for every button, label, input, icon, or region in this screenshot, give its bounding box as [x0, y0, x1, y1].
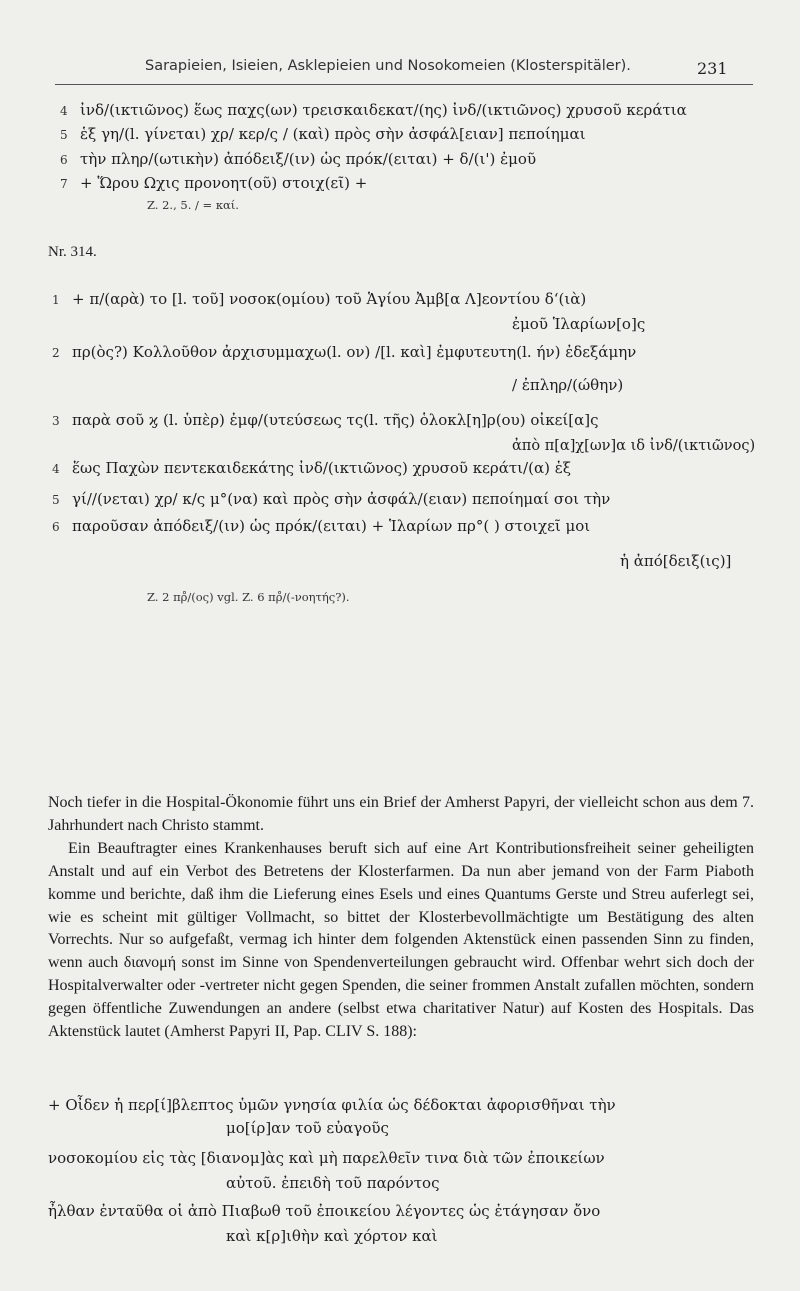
greek-line: ἰνδ/(ικτιῶνος) ἕως παχ̣ς(ων) τρεισκαιδεκατ/(ης) ἰνδ/(ικτιῶνος) χρυσοῦ κεράτια: [80, 101, 687, 119]
line-number: 7: [60, 177, 68, 191]
greek-line: νοσοκομίου εἰς τὰς [διανομ]ὰς καὶ μὴ παρελθεῖν τινα διὰ τῶν ἐποικείων: [48, 1149, 605, 1167]
line-number: 6: [52, 520, 60, 534]
greek-line: γί//(νεται) χρ/ κ/ς μ°(να) καὶ πρὸς σὴν ἀσφάλ/(ειαν) πεποίημαί σοι τὴν: [72, 490, 611, 508]
paragraph: Ein Beauftragter eines Krankenhauses beruft sich auf eine Art Kontributionsfreiheit seiner geheiligten Anstalt und auf ein Verbot des Betretens der Klosterfarmen. Da nun aber jemand von der Farm Piaboth komme und berichte, daß ihm die Lieferung eines Esels und eines Quantums Gerste und Streu auferlegt sei, wie es scheint mit gültiger Vollmacht, so bittet der Klosterbevollmächtigte um Bestätigung des alten Vorrechts. Nur so aufgefaßt, vermag ich hinter dem folgenden Aktenstück einen passenden Sinn zu finden, wenn auch διανομή sonst im Sinne von Spendenverteilungen gebraucht wird. Offenbar wehrt sich doch der Hospitalverwalter oder -vertreter nicht gegen Spenden, die seiner frommen Anstalt zufallen möchten, sondern gegen öffentliche Zuwendungen an andere (selbst etwa charitativer Natur) auf Kosten des Hospitals. Das Aktenstück lautet (Amherst Papyri II, Pap. CLIV S. 188):: [48, 839, 754, 1041]
greek-line: ἡ ἀπό[δειξ(ις)]: [620, 552, 732, 570]
greek-line: ἕως Παχὼν πεντεκαιδεκάτης ἰνδ/(ικτιῶνος) χρυσοῦ κεράτι/(α) ἑξ: [72, 459, 572, 477]
line-number: 3: [52, 414, 60, 428]
line-number: 4: [60, 104, 68, 118]
header-rule: [55, 84, 753, 85]
line-number: 5: [60, 128, 68, 142]
greek-line: παρὰ σοῦ ϗ (l. ὑπὲρ) ἐμφ/(υτεύσεως τς(l. τῆς) ὁλοκλ[η]ρ(ου) οἰκεί[α]ς: [72, 411, 599, 429]
running-title: Sarapieien, Isieien, Asklepieien und Nosokomeien (Klosterspitäler).: [145, 58, 631, 74]
page-number: 231: [697, 59, 728, 78]
apparatus-note: Z. 2 πρ̊/(ος) vgl. Z. 6 πρ̊/(-νοητής?).: [147, 590, 350, 604]
greek-line: ἐμοῦ Ἱλαρίων[ο]ς: [512, 315, 646, 333]
greek-line: + π/(αρὰ) το [l. τοῦ] νοσοκ(ομίου) τοῦ Ἁγίου Ἀμβ[α Λ]εοντίου δ‘(ιὰ): [72, 290, 587, 308]
greek-line: πρ(ὸς?) Κολλοῦθον ἀρχισυμμαχω(l. ον) /[l. καὶ] ἐμφυτευτη(l. ήν) ἐδεξάμην: [72, 343, 637, 361]
greek-line: αὐτοῦ. ἐπειδὴ τοῦ παρόντος: [226, 1174, 440, 1192]
running-head: [0, 58, 800, 84]
commentary-text: [48, 792, 754, 1044]
greek-line: + Ὥρου Ωχις προνοητ(οῦ) στοιχ(εῖ) +: [80, 174, 368, 192]
greek-line: τὴν πληρ/(ωτικὴν) ἀπόδειξ/(ιν) ὡς πρόκ/(ειται) + δ/(ι') ἐμοῦ: [80, 150, 537, 168]
greek-line: / ἐπληρ/(ώθην): [512, 376, 624, 394]
line-number: 5: [52, 493, 60, 507]
apparatus-note: Z. 2., 5. / = καί.: [147, 198, 239, 212]
paragraph: Noch tiefer in die Hospital-Ökonomie führt uns ein Brief der Amherst Papyri, der vielleicht schon aus dem 7. Jahrhundert nach Christo stammt.: [48, 794, 754, 834]
greek-line: καὶ κ[ρ]ιθὴν καὶ χόρτον καὶ: [226, 1227, 438, 1245]
line-number: 1: [52, 293, 60, 307]
greek-line: μο[ίρ]αν τοῦ εὐαγοῦς: [226, 1119, 389, 1137]
line-number: 6: [60, 153, 68, 167]
document-number: Nr. 314.: [48, 244, 97, 260]
greek-line: παροῦσαν ἀπόδειξ/(ιν) ὡς πρόκ/(ειται) + Ἱλαρίων πρ°( ) στοιχεῖ μοι: [72, 517, 591, 535]
line-number: 2: [52, 346, 60, 360]
greek-line: ἑξ γη/(l. γίνεται) χρ/ κερ/ς / (καὶ) πρὸς σὴν ἀσφάλ[ειαν] πεποίημαι: [80, 125, 586, 143]
greek-line: ἦλθαν ἐνταῦθα οἱ ἀπὸ Πιαβωθ τοῦ ἐποικείου λέγοντες ὡς ἐτάγησαν ὄνο: [48, 1202, 601, 1220]
line-number: 4: [52, 462, 60, 476]
greek-line: + Οἶδεν ἡ περ[ί]βλεπτος ὑμῶν γνησία φιλία ὡς δέδοκται ἀφορισθῆναι τὴν: [48, 1096, 616, 1114]
greek-line: ἀπὸ π[α]χ[ων]α ιδ ἰνδ/(ικτιῶνος): [512, 436, 756, 454]
